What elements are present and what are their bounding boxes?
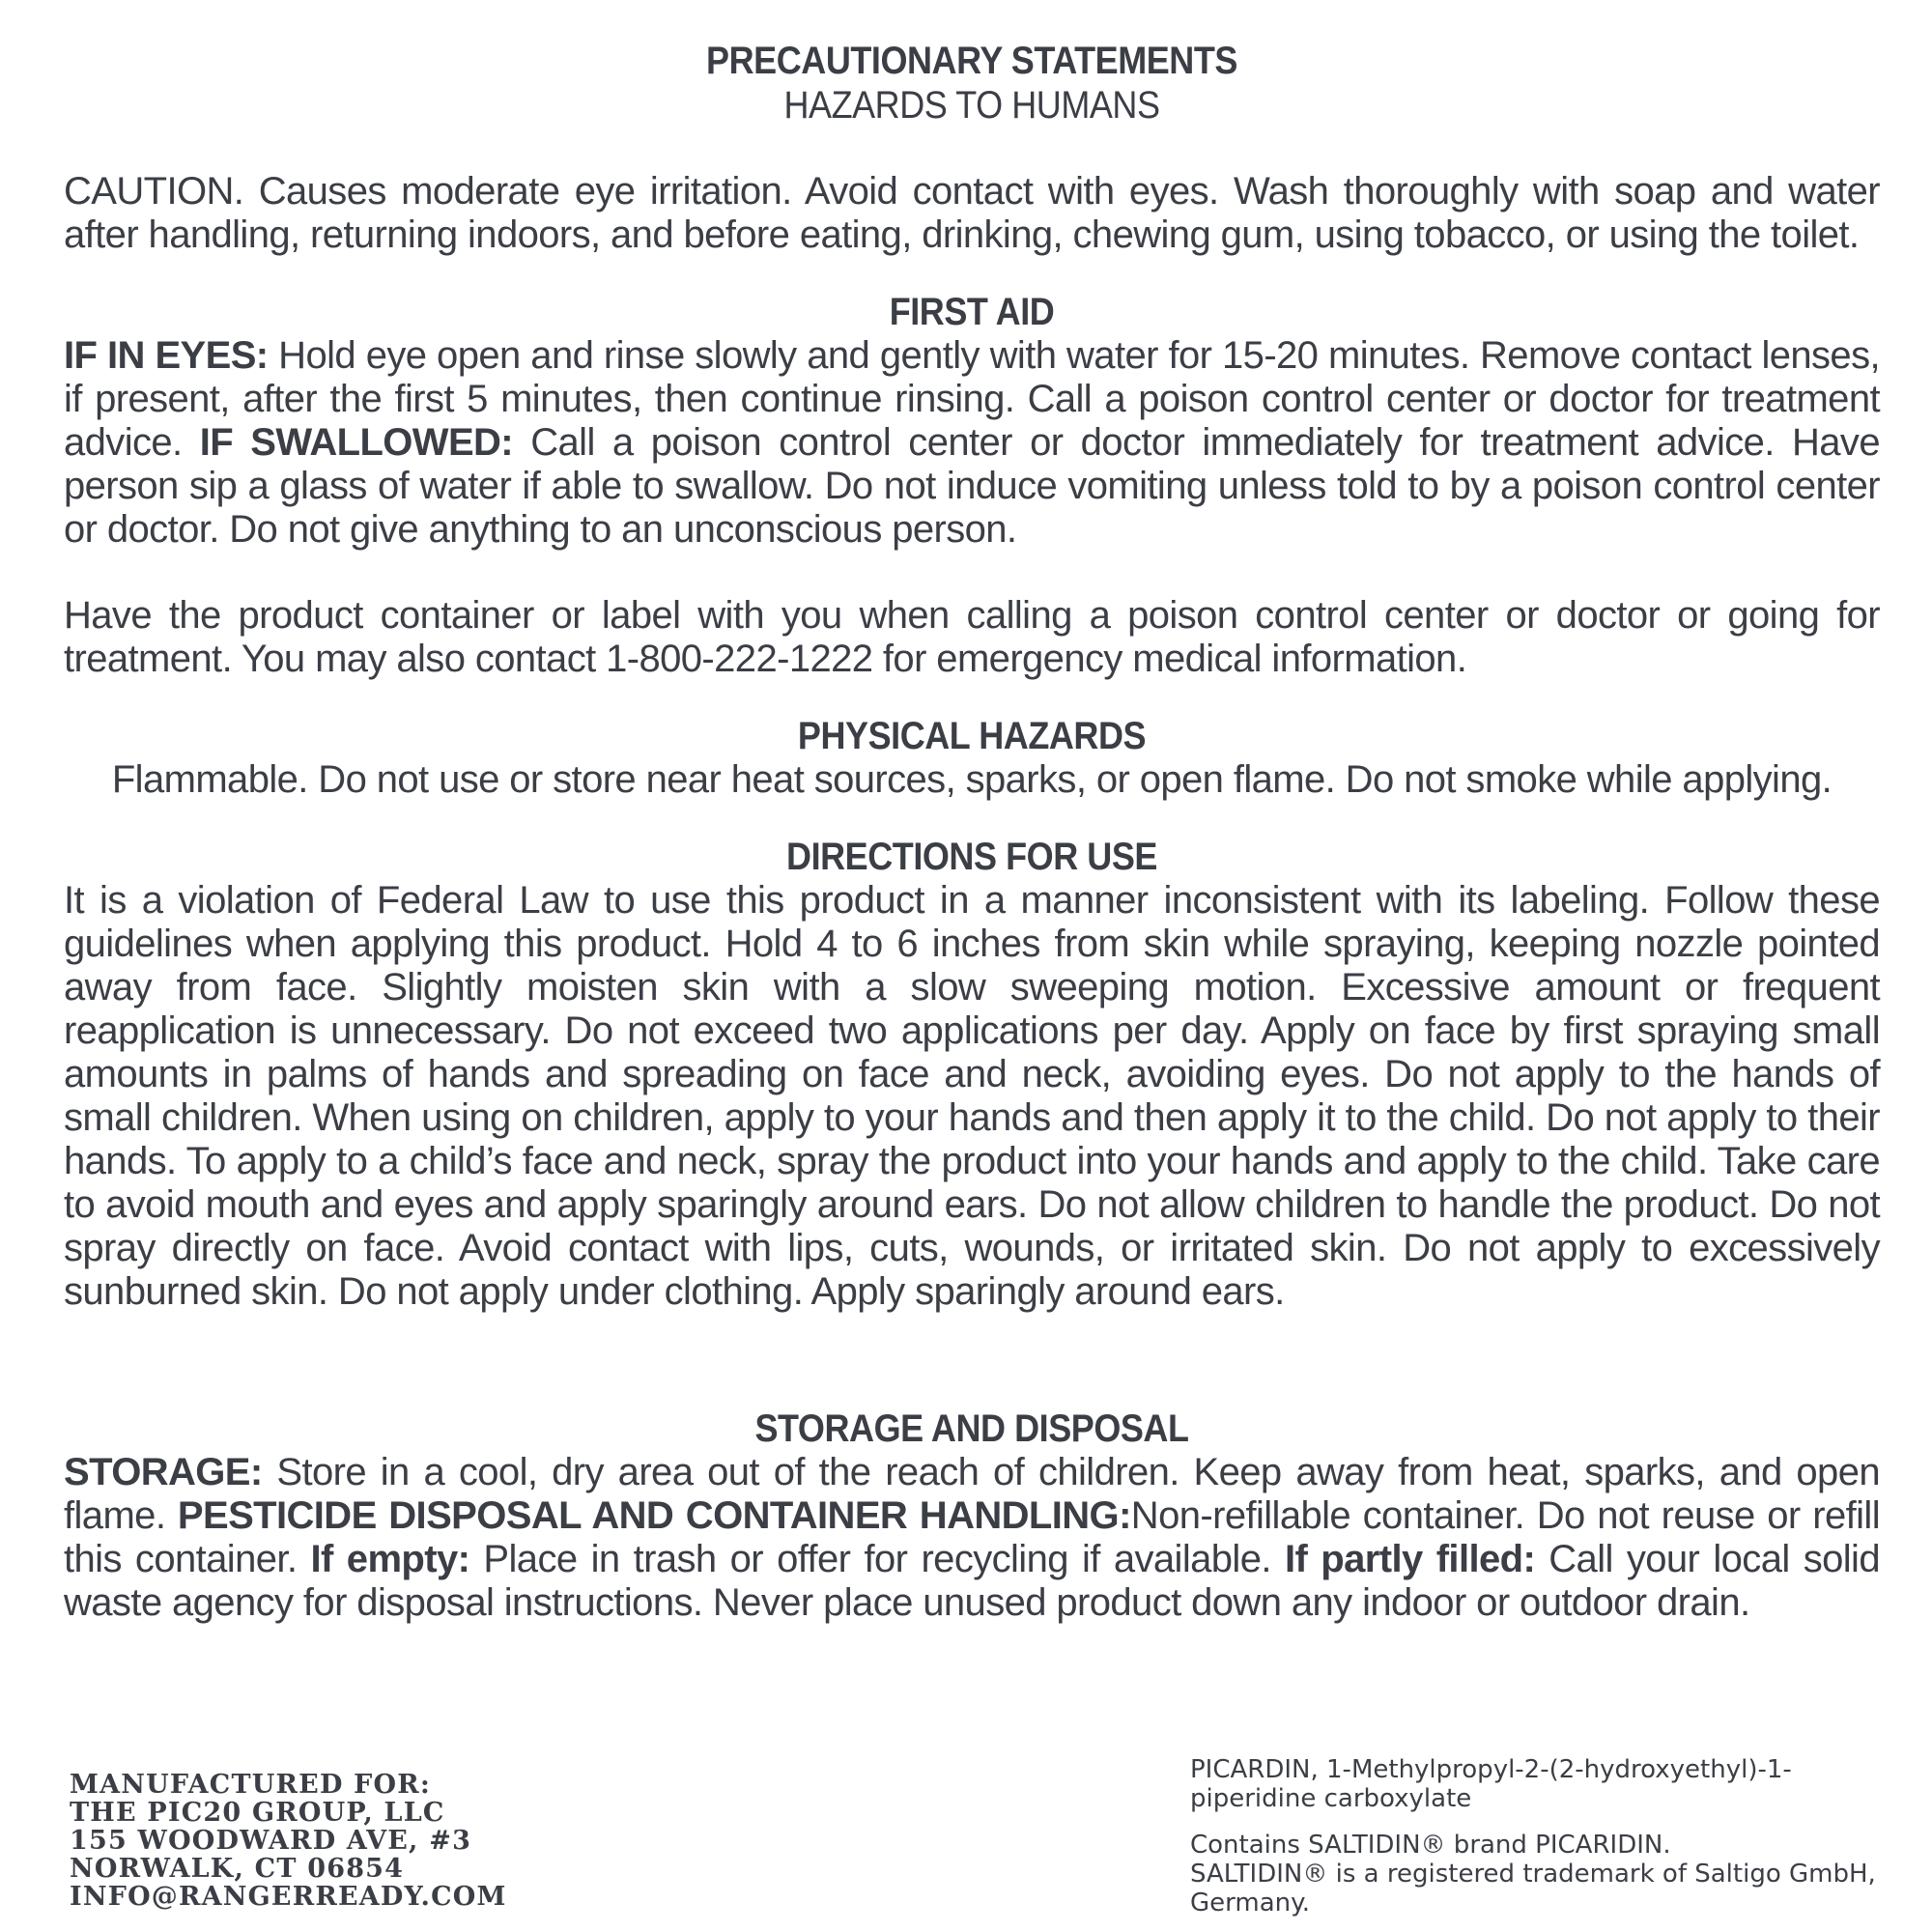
physical-hazards-title: PHYSICAL HAZARDS (797, 715, 1147, 757)
picardin-line: PICARDIN, 1-Methylpropyl-2-(2-hydroxyethyl)-1- (1190, 1755, 1792, 1784)
empty-label: If empty: (310, 1538, 470, 1580)
saltidin-line: Germany. (1190, 1889, 1311, 1918)
picardin-line: piperidine carboxylate (1190, 1784, 1472, 1813)
ingredients-block (1190, 1756, 1886, 1918)
first-aid-title: FIRST AID (889, 291, 1055, 333)
manufacturer-line: MANUFACTURED FOR: (70, 1770, 432, 1800)
storage-title: STORAGE AND DISPOSAL (754, 1407, 1189, 1450)
first-aid-paragraph (64, 334, 1880, 552)
precautionary-title: PRECAUTIONARY STATEMENTS (706, 40, 1237, 82)
eyes-label: IF IN EYES: (64, 334, 269, 377)
eyes-text: Hold eye open and rinse slowly and gently with water for 15-20 minutes. Remove contact lenses, if present, after the first 5 minutes, then continue rinsing. Call a poison control center or doctor for treatment advice. (64, 334, 1880, 464)
caution-paragraph: CAUTION. Causes moderate eye irritation. Avoid contact with eyes. Wash thoroughly with soap and water after handling, returning indoors, and before eating, drinking, chewing gum, using tobacco, or using the toilet. (64, 170, 1880, 256)
saltidin-line: Contains SALTIDIN® brand PICARIDIN. (1190, 1831, 1671, 1860)
hazards-subtitle: HAZARDS TO HUMANS (783, 84, 1160, 127)
manufacturer-line: NORWALK, CT 06854 (70, 1854, 405, 1884)
empty-text: Place in trash or offer for recycling if available. (469, 1538, 1285, 1580)
storage-paragraph (64, 1451, 1880, 1625)
manufacturer-line: 155 WOODWARD AVE, #3 (70, 1826, 472, 1856)
disposal-text: Non-refillable container. Do not reuse or refill this container. (64, 1494, 1880, 1580)
manufacturer-email: INFO@RANGERREADY.COM (70, 1882, 507, 1912)
physical-hazards-text: Flammable. Do not use or store near heat sources, sparks, or open flame. Do not smoke while applying. (111, 758, 1833, 801)
label-body (64, 39, 1880, 1625)
swallowed-label: IF SWALLOWED: (199, 421, 514, 464)
manufacturer-block (70, 1771, 746, 1911)
manufacturer-line: THE PIC20 GROUP, LLC (70, 1798, 445, 1828)
partly-filled-text: Call your local solid waste agency for disposal instructions. Never place unused product down any indoor or outdoor drain. (64, 1538, 1880, 1624)
storage-label: STORAGE: (64, 1451, 263, 1493)
partly-filled-label: If partly filled: (1284, 1538, 1536, 1580)
directions-title: DIRECTIONS FOR USE (786, 836, 1157, 878)
container-note-paragraph: Have the product container or label with you when calling a poison control center or doctor or going for treatment. You may also contact 1-800-222-1222 for emergency medical information. (64, 594, 1880, 680)
disposal-label: PESTICIDE DISPOSAL AND CONTAINER HANDLING: (177, 1494, 1131, 1537)
saltidin-line: SALTIDIN® is a registered trademark of Saltigo GmbH, (1190, 1860, 1876, 1889)
swallowed-text: Call a poison control center or doctor immediately for treatment advice. Have person sip a glass of water if able to swallow. Do not induce vomiting unless told to by a poison control center or doctor. Do not give anything to an unconscious person. (64, 421, 1880, 551)
storage-text: Store in a cool, dry area out of the reach of children. Keep away from heat, sparks, and open flame. (64, 1451, 1880, 1537)
directions-paragraph: It is a violation of Federal Law to use this product in a manner inconsistent with its labeling. Follow these guidelines when applying this product. Hold 4 to 6 inches from skin while spraying, keeping nozzle pointed away from face. Slightly moisten skin with a slow sweeping motion. Excessive amount or frequent reapplication is unnecessary. Do not exceed two applications per day. Apply on face by first spraying small amounts in palms of hands and spreading on face and neck, avoiding eyes. Do not apply to the hands of small children. When using on children, apply to your hands and then apply it to the child. Do not apply to their hands. To apply to a child’s face and neck, spray the product into your hands and apply to the child. Take care to avoid mouth and eyes and apply sparingly around ears. Do not allow children to handle the product. Do not spray directly on face. Avoid contact with lips, cuts, wounds, or irritated skin. Do not apply to excessively sunburned skin. Do not apply under clothing. Apply sparingly around ears. (64, 879, 1880, 1313)
